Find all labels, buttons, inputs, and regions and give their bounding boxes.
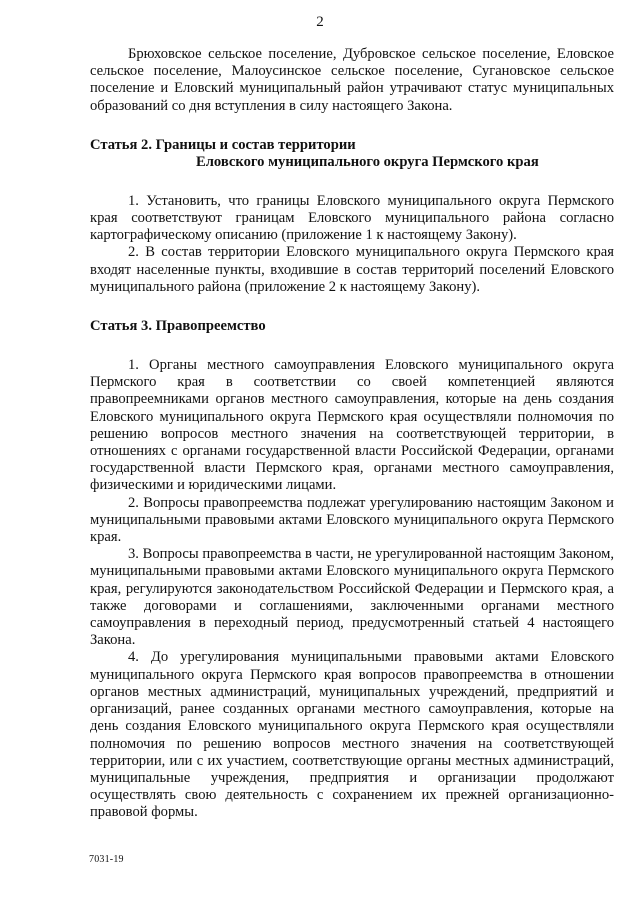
article-3-paragraph-2: 2. Вопросы правопреемства подлежат урегулированию настоящим Законом и муниципальными правовыми актами Еловского муниципального округа Пермского края.: [90, 494, 614, 546]
page-number: 2: [316, 14, 324, 30]
article-3-title: Статья 3. Правопреемство: [90, 318, 266, 335]
document-body: [90, 46, 614, 822]
document-code: 7031-19: [89, 854, 124, 865]
article-2-heading: [90, 137, 614, 171]
article-3-heading: [90, 318, 614, 335]
intro-paragraph: Брюховское сельское поселение, Дубровское сельское поселение, Еловское сельское поселение, Малоусинское сельское поселение, Сугановское сельское поселение и Еловский муниципальный район утрачивают статус муниципальных образований со дня вступления в силу настоящего Закона.: [90, 46, 614, 114]
article-3-paragraph-1: 1. Органы местного самоуправления Еловского муниципального округа Пермского края в соответствии со своей компетенцией являются правопреемниками органов местного самоуправления, которые на день создания Еловского муниципального округа Пермского края осуществляли полномочия по решению вопросов местного значения на соответствующей территории, в отношениях с органами государственной власти Российской Федерации, органами государственной власти Пермского края, органами местного самоуправления, физическими и юридическими лицами.: [90, 357, 614, 494]
article-2-title-line2: Еловского муниципального округа Пермского края: [196, 153, 539, 170]
article-2-paragraph-2: 2. В состав территории Еловского муниципального округа Пермского края входят населенные пункты, входившие в состав территорий поселений Еловского муниципального района (приложение 2 к настоящему Закону).: [90, 244, 614, 295]
article-2-paragraph-1: 1. Установить, что границы Еловского муниципального округа Пермского края соответствуют границам Еловского муниципального района согласно картографическому описанию (приложение 1 к настоящему Закону).: [90, 192, 614, 244]
article-3-paragraph-3: 3. Вопросы правопреемства в части, не урегулированной настоящим Законом, муниципальными правовыми актами Еловского муниципального округа Пермского края, регулируются законодательством Российской Федерации и Пермского края, а также договорами и соглашениями, заключенными органами местного самоуправления в переходный период, предусмотренный статьей 4 настоящего Закона.: [90, 546, 614, 649]
article-3-paragraph-4: 4. До урегулирования муниципальными правовыми актами Еловского муниципального округа Пермского края вопросов правопреемства в отношении органов местных администраций, муниципальных учреждений, предприятий и организаций, ранее созданных органами местного самоуправления, которые на день создания Еловского муниципального округа Пермского края осуществляли полномочия по решению вопросов местного значения на соответствующей территории, или с их участием, соответствующие органы местных администраций, муниципальные учреждения, предприятия и организации продолжают осуществлять свою деятельность с сохранением их прежней организационно-правовой формы.: [90, 649, 614, 821]
article-2-title-line1: Статья 2. Границы и состав территории: [90, 136, 356, 153]
